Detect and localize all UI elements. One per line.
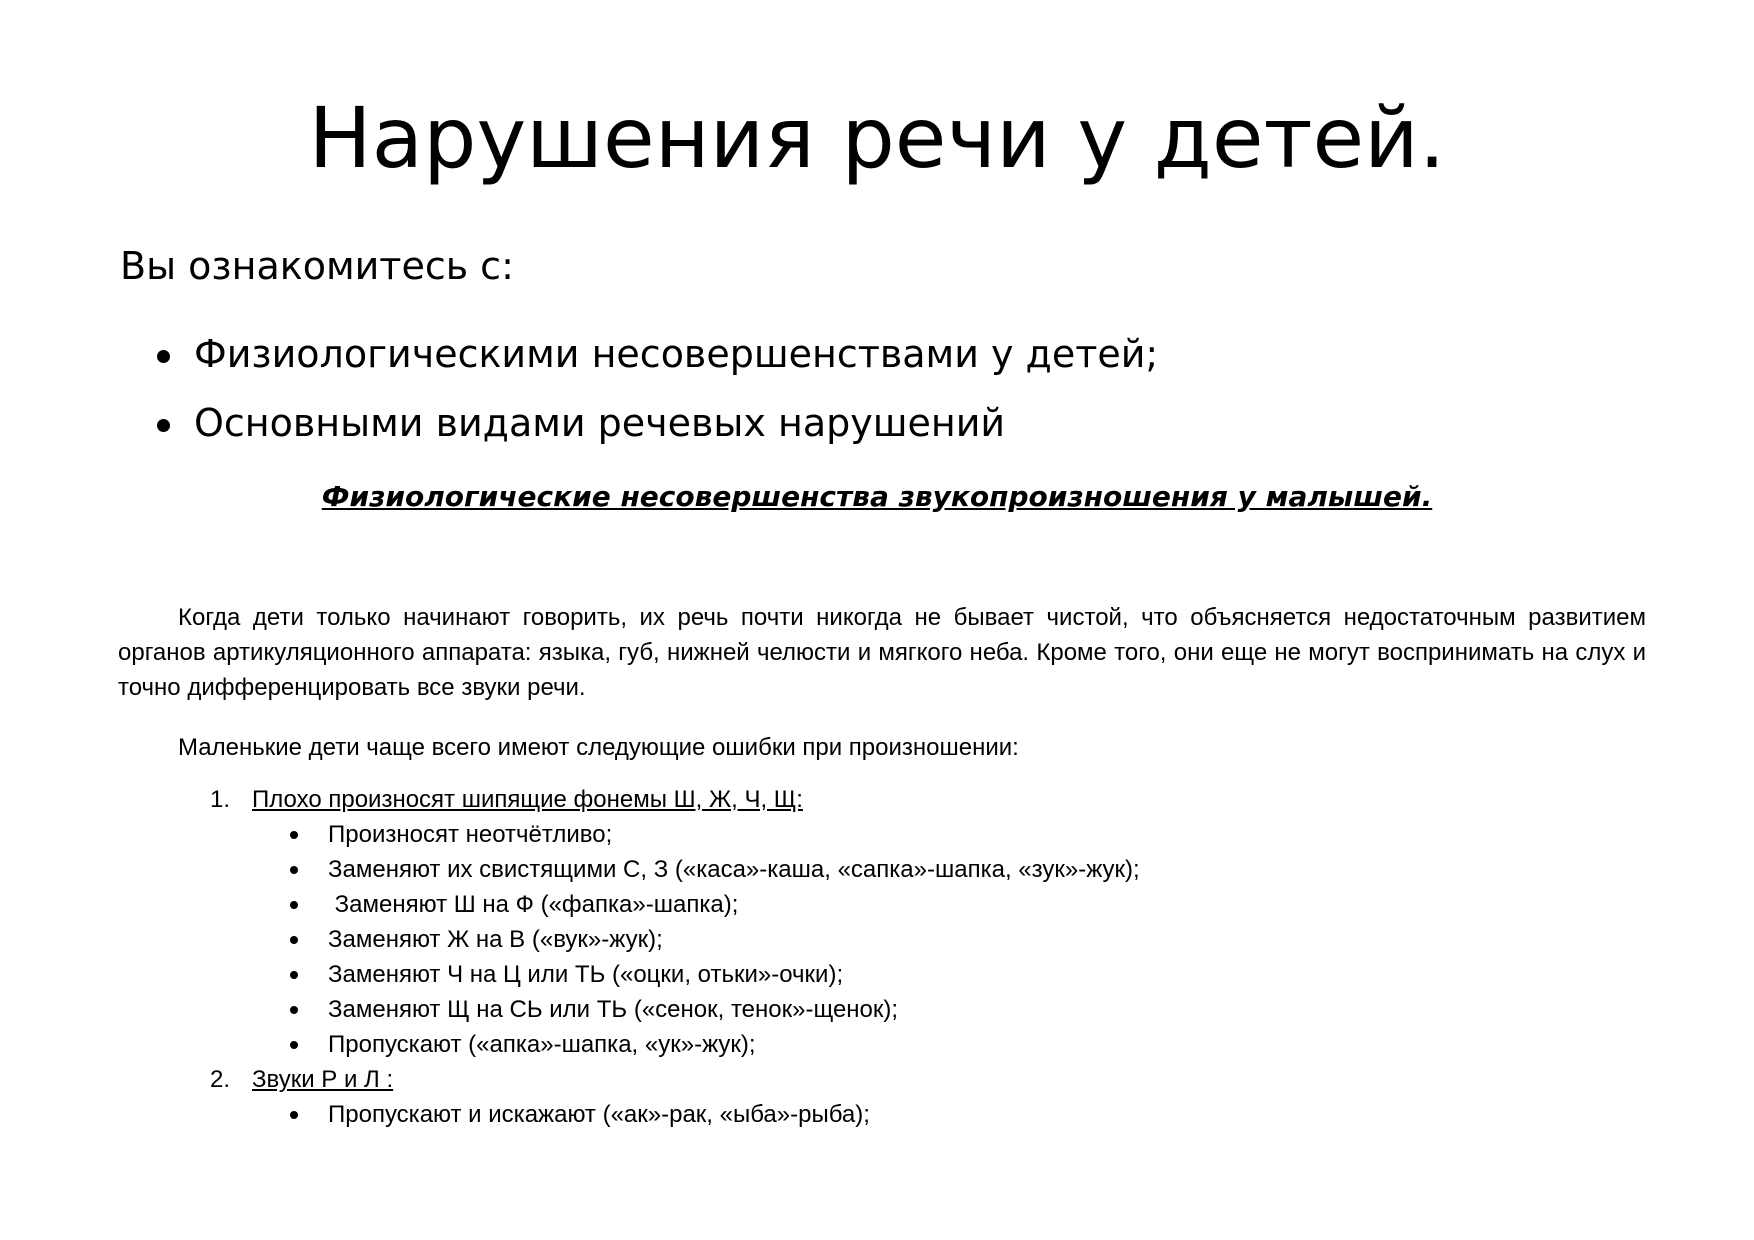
sub-bullet-item — [210, 817, 1140, 852]
bullet-icon — [157, 419, 170, 432]
sub-bullet-text: Пропускают и искажают («ак»-рак, «ыба»-рыба); — [328, 1101, 870, 1128]
sub-bullet-item — [210, 1027, 1140, 1062]
sub-bullet-list — [210, 817, 1140, 1062]
sub-bullet-item — [210, 852, 1140, 887]
bullet-icon — [157, 350, 170, 363]
bullet-icon — [290, 1041, 298, 1049]
sub-bullet-item — [210, 957, 1140, 992]
sub-bullet-text: Пропускают («апка»-шапка, «ук»-жук); — [328, 1031, 756, 1058]
numbered-item-heading-text: Звуки Р и Л : — [252, 1066, 394, 1093]
sub-bullet-text: Заменяют Ш на Ф («фапка»-шапка); — [328, 891, 739, 918]
sub-bullet-item — [210, 992, 1140, 1027]
numbered-item-heading — [210, 1062, 1140, 1097]
list-number: 2. — [210, 1066, 231, 1093]
numbered-item-heading — [210, 782, 1140, 817]
sub-bullet-item — [210, 1097, 1140, 1132]
bullet-icon — [290, 1006, 298, 1014]
list-number: 1. — [210, 786, 231, 813]
sub-bullet-text: Заменяют их свистящими С, З («каса»-каша, «сапка»-шапка, «зук»-жук); — [328, 856, 1140, 883]
sub-bullet-text: Произносят неотчётливо; — [328, 821, 613, 848]
slide-bullet-item — [153, 330, 1158, 378]
bullet-icon — [290, 866, 298, 874]
slide-bullet-text: Физиологическими несовершенствами у детей; — [194, 332, 1159, 376]
bullet-icon — [290, 971, 298, 979]
sub-bullet-item — [210, 922, 1140, 957]
section-heading: Физиологические несовершенства звукопроизношения у малышей. — [321, 480, 1433, 513]
body-paragraph: Когда дети только начинают говорить, их речь почти никогда не бывает чистой, что объясняется недостаточным развитием органов артикуляционного аппарата: языка, губ, нижней челюсти и мягкого неба. Кроме того, они еще не могут воспринимать на слух и точно дифференцировать все звуки речи. — [118, 604, 1646, 701]
slide-bullet-list — [153, 330, 1158, 468]
slide-bullet-text: Основными видами речевых нарушений — [194, 401, 1006, 445]
slide-bullet-item — [153, 399, 1158, 447]
sub-bullet-item — [210, 887, 1140, 922]
sub-bullet-text: Заменяют Ч на Ц или ТЬ («оцки, отьки»-очки); — [328, 961, 844, 988]
numbered-list — [210, 782, 1140, 1132]
bullet-icon — [290, 1111, 298, 1119]
numbered-list-item — [210, 1062, 1140, 1132]
sub-bullet-text: Заменяют Щ на СЬ или ТЬ («сенок, тенок»-щенок); — [328, 996, 899, 1023]
numbered-list-item — [210, 782, 1140, 1062]
numbered-item-heading-text: Плохо произносят шипящие фонемы Ш, Ж, Ч, Щ: — [252, 786, 803, 813]
intro-text: Вы ознакомитесь с: — [120, 244, 514, 288]
bullet-icon — [290, 831, 298, 839]
bullet-icon — [290, 901, 298, 909]
sub-bullet-text: Заменяют Ж на В («вук»-жук); — [328, 926, 663, 953]
bullet-icon — [290, 936, 298, 944]
sub-bullet-list — [210, 1097, 1140, 1132]
body-paragraph: Маленькие дети чаще всего имеют следующие ошибки при произношении: — [178, 734, 1019, 761]
page-title: Нарушения речи у детей. — [308, 89, 1446, 187]
